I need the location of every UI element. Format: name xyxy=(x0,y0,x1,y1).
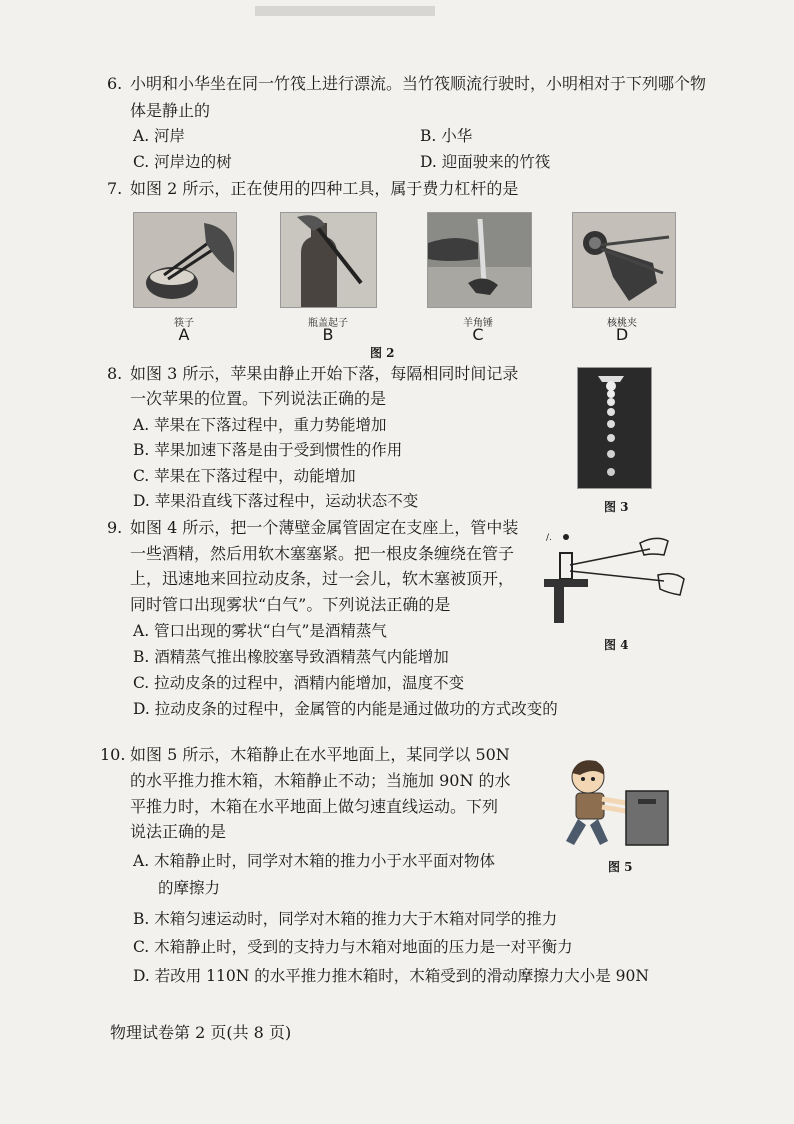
boy-pushing-box-illustration xyxy=(558,755,673,850)
metal-tube-diagram xyxy=(540,527,690,627)
tool-a-letter: A xyxy=(178,325,190,344)
q8-option-a: A. 苹果在下落过程中，重力势能增加 xyxy=(133,416,387,434)
chopsticks-photo xyxy=(133,212,237,308)
q9-option-d: D. 拉动皮条的过程中，金属管的内能是通过做功的方式改变的 xyxy=(133,700,558,718)
q6-option-c: C. 河岸边的树 xyxy=(133,153,232,171)
question-7-number: 7. xyxy=(107,179,123,198)
q6-option-d: D. 迎面驶来的竹筏 xyxy=(420,153,551,171)
svg-text:/.: /. xyxy=(546,533,552,543)
q10-option-b: B. 木箱匀速运动时，同学对木箱的推力大于木箱对同学的推力 xyxy=(133,910,558,928)
page-footer: 物理试卷第 2 页(共 8 页) xyxy=(110,1023,292,1042)
q10-option-a: A. 木箱静止时，同学对木箱的推力小于水平面对物体 xyxy=(133,852,496,870)
question-10-text-2: 的水平推力推木箱，木箱静止不动；当施加 90N 的水 xyxy=(130,771,511,790)
tool-c-letter: C xyxy=(472,325,484,344)
question-7-text: 如图 2 所示，正在使用的四种工具，属于费力杠杆的是 xyxy=(130,179,519,198)
q9-option-a: A. 管口出现的雾状“白气”是酒精蒸气 xyxy=(133,622,387,640)
question-10-text-3: 平推力时，木箱在水平地面上做匀速直线运动。下列 xyxy=(130,797,499,816)
scan-artifact xyxy=(255,6,435,16)
tool-c-label: 羊角锤 xyxy=(463,318,493,329)
figure-2-caption: 图 2 xyxy=(370,346,395,360)
question-8-text-cont: 一次苹果的位置。下列说法正确的是 xyxy=(130,389,387,408)
nutcracker-photo xyxy=(572,212,676,308)
falling-apple-photo xyxy=(577,367,652,489)
question-9-text: 如图 4 所示，把一个薄壁金属管固定在支座上，管中装 xyxy=(130,518,519,537)
bottle-opener-photo xyxy=(280,212,377,308)
figure-5-caption: 图 5 xyxy=(608,860,633,874)
question-10-number: 10. xyxy=(100,745,126,764)
question-6-text: 小明和小华坐在同一竹筏上进行漂流。当竹筏顺流行驶时，小明相对于下列哪个物 xyxy=(130,74,707,93)
question-9-text-2: 一些酒精，然后用软木塞塞紧。把一根皮条缠绕在管子 xyxy=(130,544,515,563)
question-10-text: 如图 5 所示，木箱静止在水平地面上，某同学以 50N xyxy=(130,745,510,764)
tool-d-label: 核桃夹 xyxy=(607,318,637,329)
question-10-text-4: 说法正确的是 xyxy=(130,822,227,841)
claw-hammer-photo xyxy=(427,212,532,308)
question-9-text-4: 同时管口出现雾状“白气”。下列说法正确的是 xyxy=(130,595,451,614)
q8-option-b: B. 苹果加速下落是由于受到惯性的作用 xyxy=(133,441,403,459)
q10-option-c: C. 木箱静止时，受到的支持力与木箱对地面的压力是一对平衡力 xyxy=(133,938,573,956)
q6-option-b: B. 小华 xyxy=(420,127,473,145)
question-9-text-3: 上，迅速地来回拉动皮条，过一会儿，软木塞被顶开， xyxy=(130,569,515,588)
tool-a-label: 筷子 xyxy=(174,318,194,329)
q9-option-b: B. 酒精蒸气推出橡胶塞导致酒精蒸气内能增加 xyxy=(133,648,449,666)
figure-3-caption: 图 3 xyxy=(604,500,629,514)
tool-b-label: 瓶盖起子 xyxy=(308,318,348,329)
tool-b-letter: B xyxy=(322,325,334,344)
question-9-number: 9. xyxy=(107,518,123,537)
q8-option-d: D. 苹果沿直线下落过程中，运动状态不变 xyxy=(133,492,419,510)
question-8-text: 如图 3 所示，苹果由静止开始下落，每隔相同时间记录 xyxy=(130,364,519,383)
q10-option-a-cont: 的摩擦力 xyxy=(158,879,221,897)
q10-option-d: D. 若改用 110N 的水平推力推木箱时，木箱受到的滑动摩擦力大小是 90N xyxy=(133,967,649,985)
q8-option-c: C. 苹果在下落过程中，动能增加 xyxy=(133,467,356,485)
question-8-number: 8. xyxy=(107,364,123,383)
q6-option-a: A. 河岸 xyxy=(133,127,186,145)
figure-4-caption: 图 4 xyxy=(604,638,629,652)
q9-option-c: C. 拉动皮条的过程中，酒精内能增加，温度不变 xyxy=(133,674,465,692)
question-6-text-cont: 体是静止的 xyxy=(130,101,211,120)
tool-d-letter: D xyxy=(615,325,629,344)
question-6-number: 6. xyxy=(107,74,123,93)
